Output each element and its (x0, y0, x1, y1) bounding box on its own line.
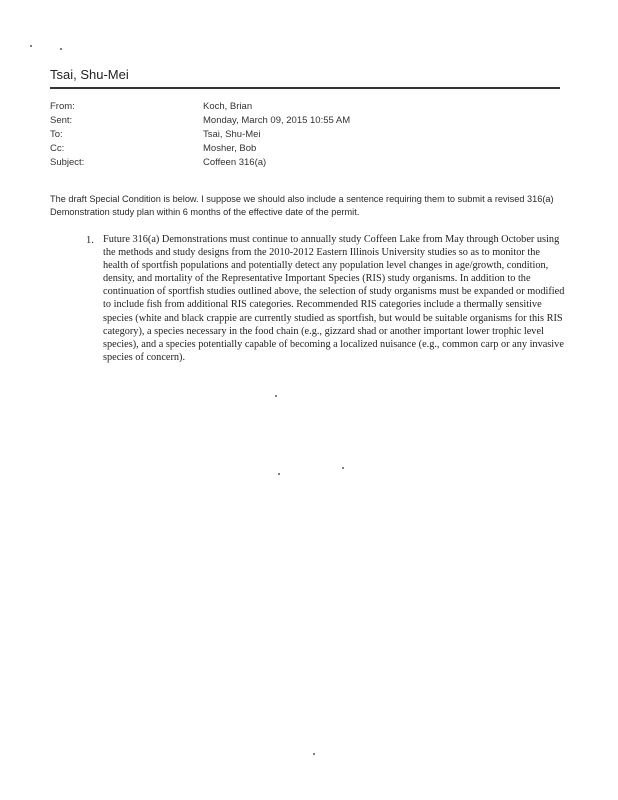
sent-value: Monday, March 09, 2015 10:55 AM (203, 115, 351, 126)
scan-speck (313, 753, 315, 755)
email-intro-paragraph: The draft Special Condition is below. I suppose we should also include a sentence requiring them to submit a revised 316(a) Demonstration study plan within 6 months of the effective date of the permit. (50, 194, 554, 217)
subject-value: Coffeen 316(a) (203, 157, 267, 168)
cc-value: Mosher, Bob (203, 143, 257, 154)
from-value: Koch, Brian (203, 101, 253, 112)
to-value: Tsai, Shu-Mei (203, 129, 261, 140)
cc-label: Cc: (50, 143, 65, 154)
scan-speck (275, 395, 277, 397)
from-label: From: (50, 101, 75, 112)
sender-name: Tsai, Shu-Mei (50, 67, 129, 82)
scan-speck (30, 45, 32, 47)
header-divider (50, 87, 560, 89)
scan-speck (342, 467, 344, 469)
sent-label: Sent: (50, 115, 73, 126)
scan-speck (60, 48, 62, 50)
scan-speck (278, 473, 280, 475)
list-item-number: 1. (86, 235, 94, 246)
subject-label: Subject: (50, 157, 85, 168)
list-item-text: Future 316(a) Demonstrations must continue to annually study Coffeen Lake from May through October using the methods and study designs from the 2010-2012 Eastern Illinois University studies so as to monitor the health of sportfish populations and potentially detect any population level changes in age/growth, condition, density, and mortality of the Representative Important Species (RIS) study organisms. In addition to the continuation of sportfish studies outlined above, the selection of study organisms must be expanded or modified to include fish from additional RIS categories. Recommended RIS categories include a thermally sensitive species (white and black crappie are currently studied as sportfish, but would be suitable organisms for this RIS category), a species necessary in the food chain (e.g., gizzard shad or another important lower trophic level species), and a species potentially capable of becoming a localized nuisance (e.g., common carp or any invasive species of concern). (103, 234, 565, 363)
to-label: To: (50, 129, 63, 140)
